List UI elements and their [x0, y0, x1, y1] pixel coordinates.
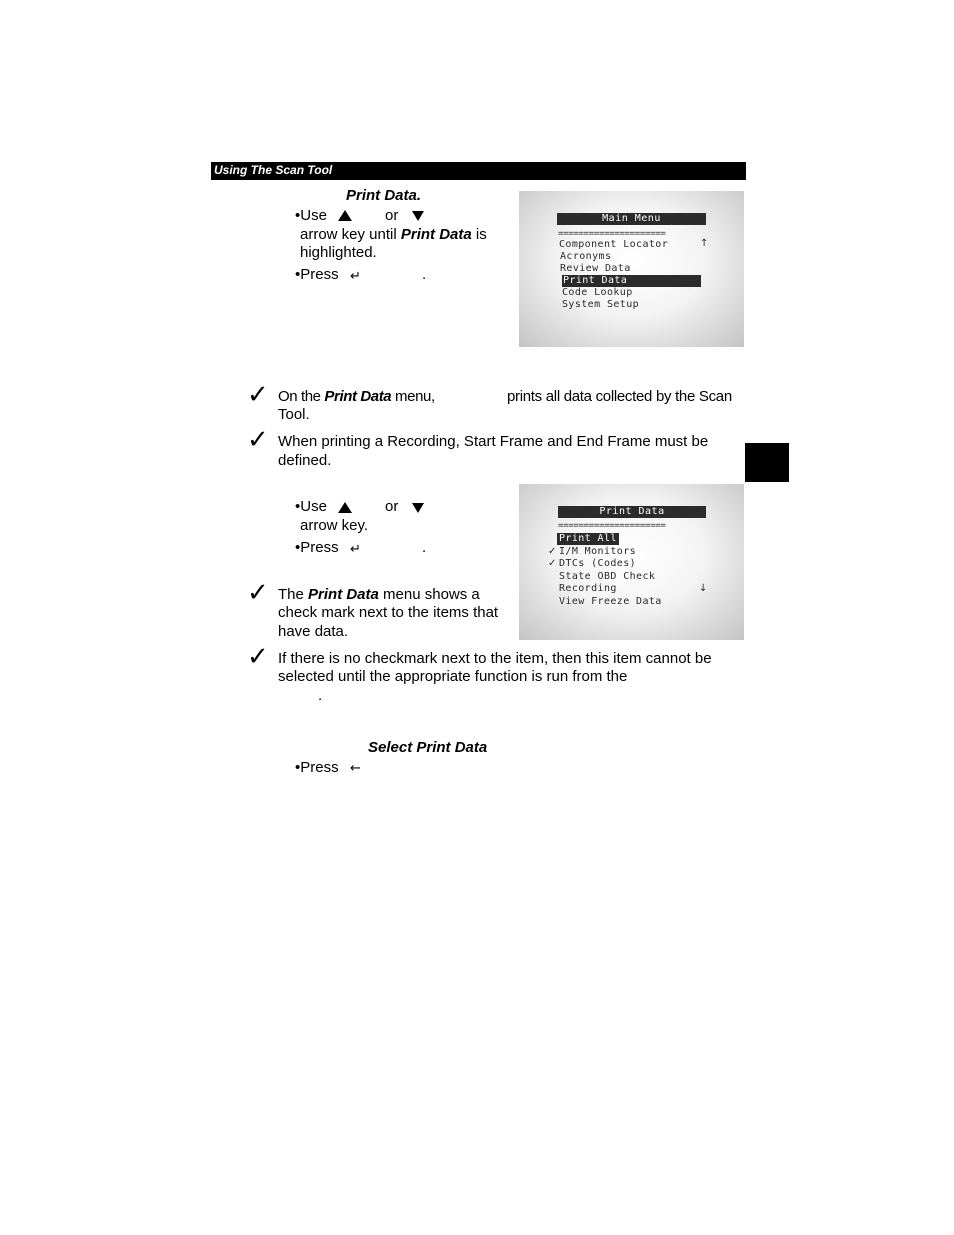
step2-press-label: •Press [295, 539, 339, 556]
step1-or-label: or [385, 207, 399, 224]
step2-period: . [422, 539, 427, 556]
up-arrow-icon [338, 502, 352, 513]
menu-item-view-freeze-data: View Freeze Data [559, 596, 662, 607]
note1-line1: On the Print Data menu, [278, 388, 435, 405]
step1-line2: arrow key until Print Data is [300, 226, 487, 243]
screen-separator: ===================== [558, 229, 666, 239]
screen-title-bar: Print Data [558, 506, 706, 518]
menu-item-print-data-selected: Print Data [562, 275, 701, 287]
section-header-title: Using The Scan Tool [214, 163, 333, 177]
step2-line2: arrow key. [300, 517, 369, 534]
note3-line1: The Print Data menu shows a [278, 586, 480, 603]
menu-item-review-data: Review Data [560, 263, 631, 274]
main-menu-screenshot [519, 191, 744, 347]
menu-item-recording: Recording [559, 583, 617, 594]
menu-item-print-all-selected: Print All [559, 533, 617, 544]
down-arrow-icon [412, 211, 424, 221]
down-arrow-icon [412, 503, 424, 513]
check-mark-icon: ✓ [247, 425, 269, 455]
menu-item-im-monitors: I/M Monitors [559, 546, 637, 557]
chapter-tab [745, 443, 789, 482]
enter-key-icon: ↵ [350, 269, 361, 284]
up-arrow-icon [338, 210, 352, 221]
item-check-icon: ✓ [548, 558, 557, 569]
check-mark-icon: ✓ [247, 642, 269, 672]
note2-line2: defined. [278, 452, 332, 469]
check-mark-icon: ✓ [247, 380, 269, 410]
note1-line2: Tool. [278, 406, 310, 423]
note4-line3: . [318, 687, 323, 704]
section-header-bar [211, 162, 746, 180]
step1-press-label: •Press [295, 266, 339, 283]
menu-item-component-locator: Component Locator [559, 239, 669, 250]
step3-press-label: •Press [295, 759, 339, 776]
note3-line2: check mark next to the items that [278, 604, 499, 621]
note3-print-data-emphasis: Print Data [308, 586, 379, 603]
screen-separator: ===================== [558, 521, 666, 531]
screen-title-bar: Main Menu [557, 213, 706, 225]
note4-line2: selected until the appropriate function is run from the [278, 668, 628, 685]
step3-heading: Select Print Data [368, 739, 488, 756]
note1-print-data-emphasis: Print Data [324, 388, 392, 405]
step1-period: . [422, 266, 427, 283]
note2-line1: When printing a Recording, Start Frame and End Frame must be [278, 433, 709, 450]
step2-use-label: •Use [295, 498, 327, 515]
enter-key-icon: ↵ [350, 542, 361, 557]
print-data-screenshot [519, 484, 744, 640]
step1-print-data-emphasis: Print Data [400, 226, 472, 243]
step1-heading: Print Data. [346, 187, 422, 204]
item-check-icon: ✓ [548, 546, 557, 557]
menu-item-state-obd-check: State OBD Check [559, 571, 656, 582]
menu-item-acronyms: Acronyms [560, 251, 612, 262]
back-key-icon: ← [350, 761, 361, 776]
step2-or-label: or [385, 498, 399, 515]
menu-item-system-setup: System Setup [562, 299, 640, 310]
scroll-down-icon: ↓ [699, 583, 708, 594]
menu-item-dtcs-codes: DTCs (Codes) [559, 558, 637, 569]
menu-item-code-lookup: Code Lookup [562, 287, 633, 298]
step1-use-label: •Use [295, 207, 327, 224]
check-mark-icon: ✓ [247, 578, 269, 608]
scroll-up-icon: ↑ [700, 238, 709, 249]
step1-line3: highlighted. [300, 244, 377, 261]
note1-line1-tail: prints all data collected by the Scan [507, 388, 732, 405]
note4-line1: If there is no checkmark next to the item, then this item cannot be [278, 650, 712, 667]
note3-line3: have data. [278, 623, 349, 640]
